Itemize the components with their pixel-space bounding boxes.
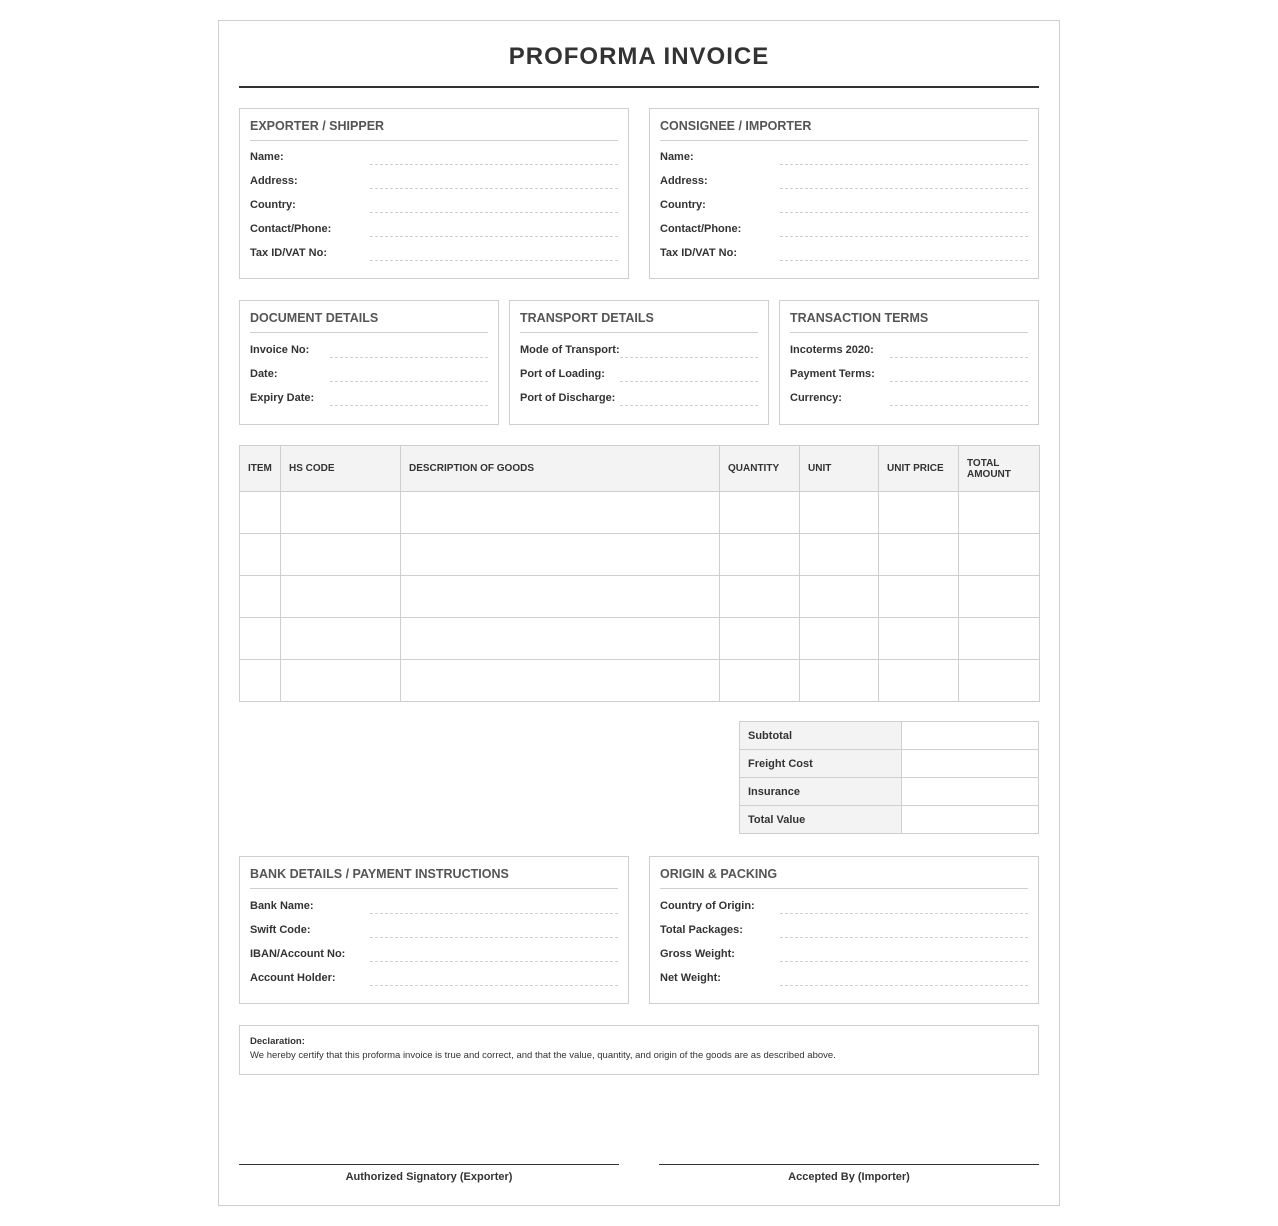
currency-field[interactable] <box>790 390 1028 410</box>
field-line <box>780 188 1028 189</box>
field-line <box>330 381 488 382</box>
freight-cost-row <box>740 750 1039 778</box>
table-cell[interactable] <box>281 618 401 660</box>
exporter-signature-label: Authorized Signatory (Exporter) <box>345 1171 513 1183</box>
consignee-contact-field[interactable] <box>660 221 1028 241</box>
total-value-row <box>740 806 1039 834</box>
table-cell[interactable] <box>401 618 720 660</box>
expiry-date-field[interactable] <box>250 390 488 410</box>
table-row <box>240 618 1040 660</box>
field-line <box>780 260 1028 261</box>
table-cell[interactable] <box>959 660 1040 702</box>
table-row <box>240 576 1040 618</box>
field-label: Tax ID/VAT No: <box>250 247 327 259</box>
invoice-no-field[interactable] <box>250 342 488 362</box>
subtotal-label: Subtotal <box>740 722 902 750</box>
port-of-discharge-field[interactable] <box>520 390 758 410</box>
consignee-address-field[interactable] <box>660 173 1028 193</box>
table-cell[interactable] <box>800 576 879 618</box>
table-cell[interactable] <box>240 576 281 618</box>
table-cell[interactable] <box>800 492 879 534</box>
field-line <box>370 260 618 261</box>
field-line <box>780 236 1028 237</box>
declaration-title: Declaration: <box>250 1036 305 1047</box>
consignee-country-field[interactable] <box>660 197 1028 217</box>
total-value-label: Total Value <box>740 806 902 834</box>
field-label: Country: <box>250 199 296 211</box>
table-cell[interactable] <box>879 660 959 702</box>
title-divider <box>239 86 1039 88</box>
origin-packing-section <box>649 856 1039 1004</box>
column-header-unit: UNIT <box>800 446 879 492</box>
table-cell[interactable] <box>959 618 1040 660</box>
field-line <box>370 961 618 962</box>
table-cell[interactable] <box>240 660 281 702</box>
field-line <box>780 164 1028 165</box>
field-label: Expiry Date: <box>250 392 315 404</box>
column-header-unit-price: UNIT PRICE <box>879 446 959 492</box>
field-line <box>370 937 618 938</box>
date-field[interactable] <box>250 366 488 386</box>
field-label: IBAN/Account No: <box>250 948 346 960</box>
account-holder-field[interactable] <box>250 970 618 990</box>
field-line <box>780 985 1028 986</box>
field-label: Port of Loading: <box>520 368 605 380</box>
transport-details-section <box>509 300 769 425</box>
field-label: Swift Code: <box>250 924 311 936</box>
declaration-box <box>239 1025 1039 1075</box>
table-cell[interactable] <box>720 576 800 618</box>
field-line <box>620 381 758 382</box>
table-cell[interactable] <box>401 492 720 534</box>
importer-signature-label: Accepted By (Importer) <box>788 1171 910 1183</box>
field-label: Invoice No: <box>250 344 310 356</box>
field-line <box>370 913 618 914</box>
table-cell[interactable] <box>959 576 1040 618</box>
exporter-name-field[interactable] <box>250 149 618 169</box>
goods-table <box>239 445 1040 702</box>
field-line <box>780 913 1028 914</box>
consignee-name-field[interactable] <box>660 149 1028 169</box>
table-cell[interactable] <box>401 534 720 576</box>
field-label: Address: <box>250 175 298 187</box>
field-line <box>890 357 1028 358</box>
table-cell[interactable] <box>720 660 800 702</box>
column-header-description: DESCRIPTION OF GOODS <box>401 446 720 492</box>
table-cell[interactable] <box>959 492 1040 534</box>
exporter-section <box>239 108 629 279</box>
column-header-quantity: QUANTITY <box>720 446 800 492</box>
table-row <box>240 534 1040 576</box>
table-cell[interactable] <box>281 492 401 534</box>
table-cell[interactable] <box>800 660 879 702</box>
exporter-address-field[interactable] <box>250 173 618 193</box>
field-label: Contact/Phone: <box>250 223 332 235</box>
invoice-page <box>218 20 1060 1206</box>
field-line <box>370 164 618 165</box>
table-cell[interactable] <box>720 618 800 660</box>
exporter-country-field[interactable] <box>250 197 618 217</box>
field-label: Country of Origin: <box>660 900 755 912</box>
totals-table <box>739 721 1039 834</box>
table-cell[interactable] <box>800 618 879 660</box>
field-label: Net Weight: <box>660 972 721 984</box>
field-line <box>330 405 488 406</box>
field-line <box>370 985 618 986</box>
total-value-value[interactable] <box>902 806 1039 834</box>
column-header-hs-code: HS CODE <box>281 446 401 492</box>
origin-packing-heading: ORIGIN & PACKING <box>660 867 1028 889</box>
transaction-terms-heading: TRANSACTION TERMS <box>790 311 1028 333</box>
field-label: Date: <box>250 368 278 380</box>
freight-cost-label: Freight Cost <box>740 750 902 778</box>
insurance-value[interactable] <box>902 778 1039 806</box>
field-label: Currency: <box>790 392 842 404</box>
exporter-contact-field[interactable] <box>250 221 618 241</box>
field-line <box>780 212 1028 213</box>
iban-field[interactable] <box>250 946 618 966</box>
transport-details-heading: TRANSPORT DETAILS <box>520 311 758 333</box>
field-label: Incoterms 2020: <box>790 344 874 356</box>
mode-of-transport-field[interactable] <box>520 342 758 362</box>
field-label: Tax ID/VAT No: <box>660 247 737 259</box>
bank-name-field[interactable] <box>250 898 618 918</box>
net-weight-field[interactable] <box>660 970 1028 990</box>
field-line <box>780 961 1028 962</box>
table-cell[interactable] <box>959 534 1040 576</box>
field-label: Gross Weight: <box>660 948 735 960</box>
field-line <box>620 357 758 358</box>
exporter-taxid-field[interactable] <box>250 245 618 265</box>
field-label: Name: <box>660 151 694 163</box>
field-line <box>890 381 1028 382</box>
field-label: Payment Terms: <box>790 368 875 380</box>
consignee-heading: CONSIGNEE / IMPORTER <box>660 119 1028 141</box>
table-header-row <box>240 446 1040 492</box>
table-cell[interactable] <box>401 660 720 702</box>
consignee-taxid-field[interactable] <box>660 245 1028 265</box>
port-of-loading-field[interactable] <box>520 366 758 386</box>
field-label: Port of Discharge: <box>520 392 616 404</box>
field-label: Bank Name: <box>250 900 314 912</box>
field-line <box>890 405 1028 406</box>
table-cell[interactable] <box>720 492 800 534</box>
field-label: Name: <box>250 151 284 163</box>
field-line <box>620 405 758 406</box>
table-cell[interactable] <box>879 492 959 534</box>
field-label: Account Holder: <box>250 972 336 984</box>
table-cell[interactable] <box>879 618 959 660</box>
field-label: Address: <box>660 175 708 187</box>
field-line <box>780 937 1028 938</box>
table-cell[interactable] <box>281 576 401 618</box>
field-line <box>330 357 488 358</box>
column-header-item: ITEM <box>240 446 281 492</box>
table-cell[interactable] <box>281 534 401 576</box>
exporter-signature-line[interactable] <box>239 1164 619 1183</box>
subtotal-value[interactable] <box>902 722 1039 750</box>
importer-signature-line[interactable] <box>659 1164 1039 1183</box>
table-cell[interactable] <box>879 576 959 618</box>
transaction-terms-section <box>779 300 1039 425</box>
table-cell[interactable] <box>281 660 401 702</box>
table-cell[interactable] <box>879 534 959 576</box>
bank-details-section <box>239 856 629 1004</box>
field-label: Country: <box>660 199 706 211</box>
field-line <box>370 236 618 237</box>
document-details-section <box>239 300 499 425</box>
subtotal-row <box>740 722 1039 750</box>
table-cell[interactable] <box>800 534 879 576</box>
consignee-section <box>649 108 1039 279</box>
declaration-text: We hereby certify that this proforma invoice is true and correct, and that the value, quantity, and origin of the goods are as described above. <box>250 1050 836 1061</box>
table-cell[interactable] <box>720 534 800 576</box>
country-of-origin-field[interactable] <box>660 898 1028 918</box>
table-row <box>240 492 1040 534</box>
insurance-label: Insurance <box>740 778 902 806</box>
field-label: Total Packages: <box>660 924 743 936</box>
freight-cost-value[interactable] <box>902 750 1039 778</box>
document-details-heading: DOCUMENT DETAILS <box>250 311 488 333</box>
field-line <box>370 188 618 189</box>
table-cell[interactable] <box>240 534 281 576</box>
table-cell[interactable] <box>401 576 720 618</box>
swift-code-field[interactable] <box>250 922 618 942</box>
table-cell[interactable] <box>240 492 281 534</box>
field-label: Mode of Transport: <box>520 344 620 356</box>
insurance-row <box>740 778 1039 806</box>
total-packages-field[interactable] <box>660 922 1028 942</box>
column-header-total-amount: TOTAL AMOUNT <box>959 446 1040 492</box>
payment-terms-field[interactable] <box>790 366 1028 386</box>
table-cell[interactable] <box>240 618 281 660</box>
page-title: PROFORMA INVOICE <box>508 43 770 70</box>
gross-weight-field[interactable] <box>660 946 1028 966</box>
field-line <box>370 212 618 213</box>
incoterms-field[interactable] <box>790 342 1028 362</box>
table-row <box>240 660 1040 702</box>
field-label: Contact/Phone: <box>660 223 742 235</box>
bank-details-heading: BANK DETAILS / PAYMENT INSTRUCTIONS <box>250 867 618 889</box>
exporter-heading: EXPORTER / SHIPPER <box>250 119 618 141</box>
